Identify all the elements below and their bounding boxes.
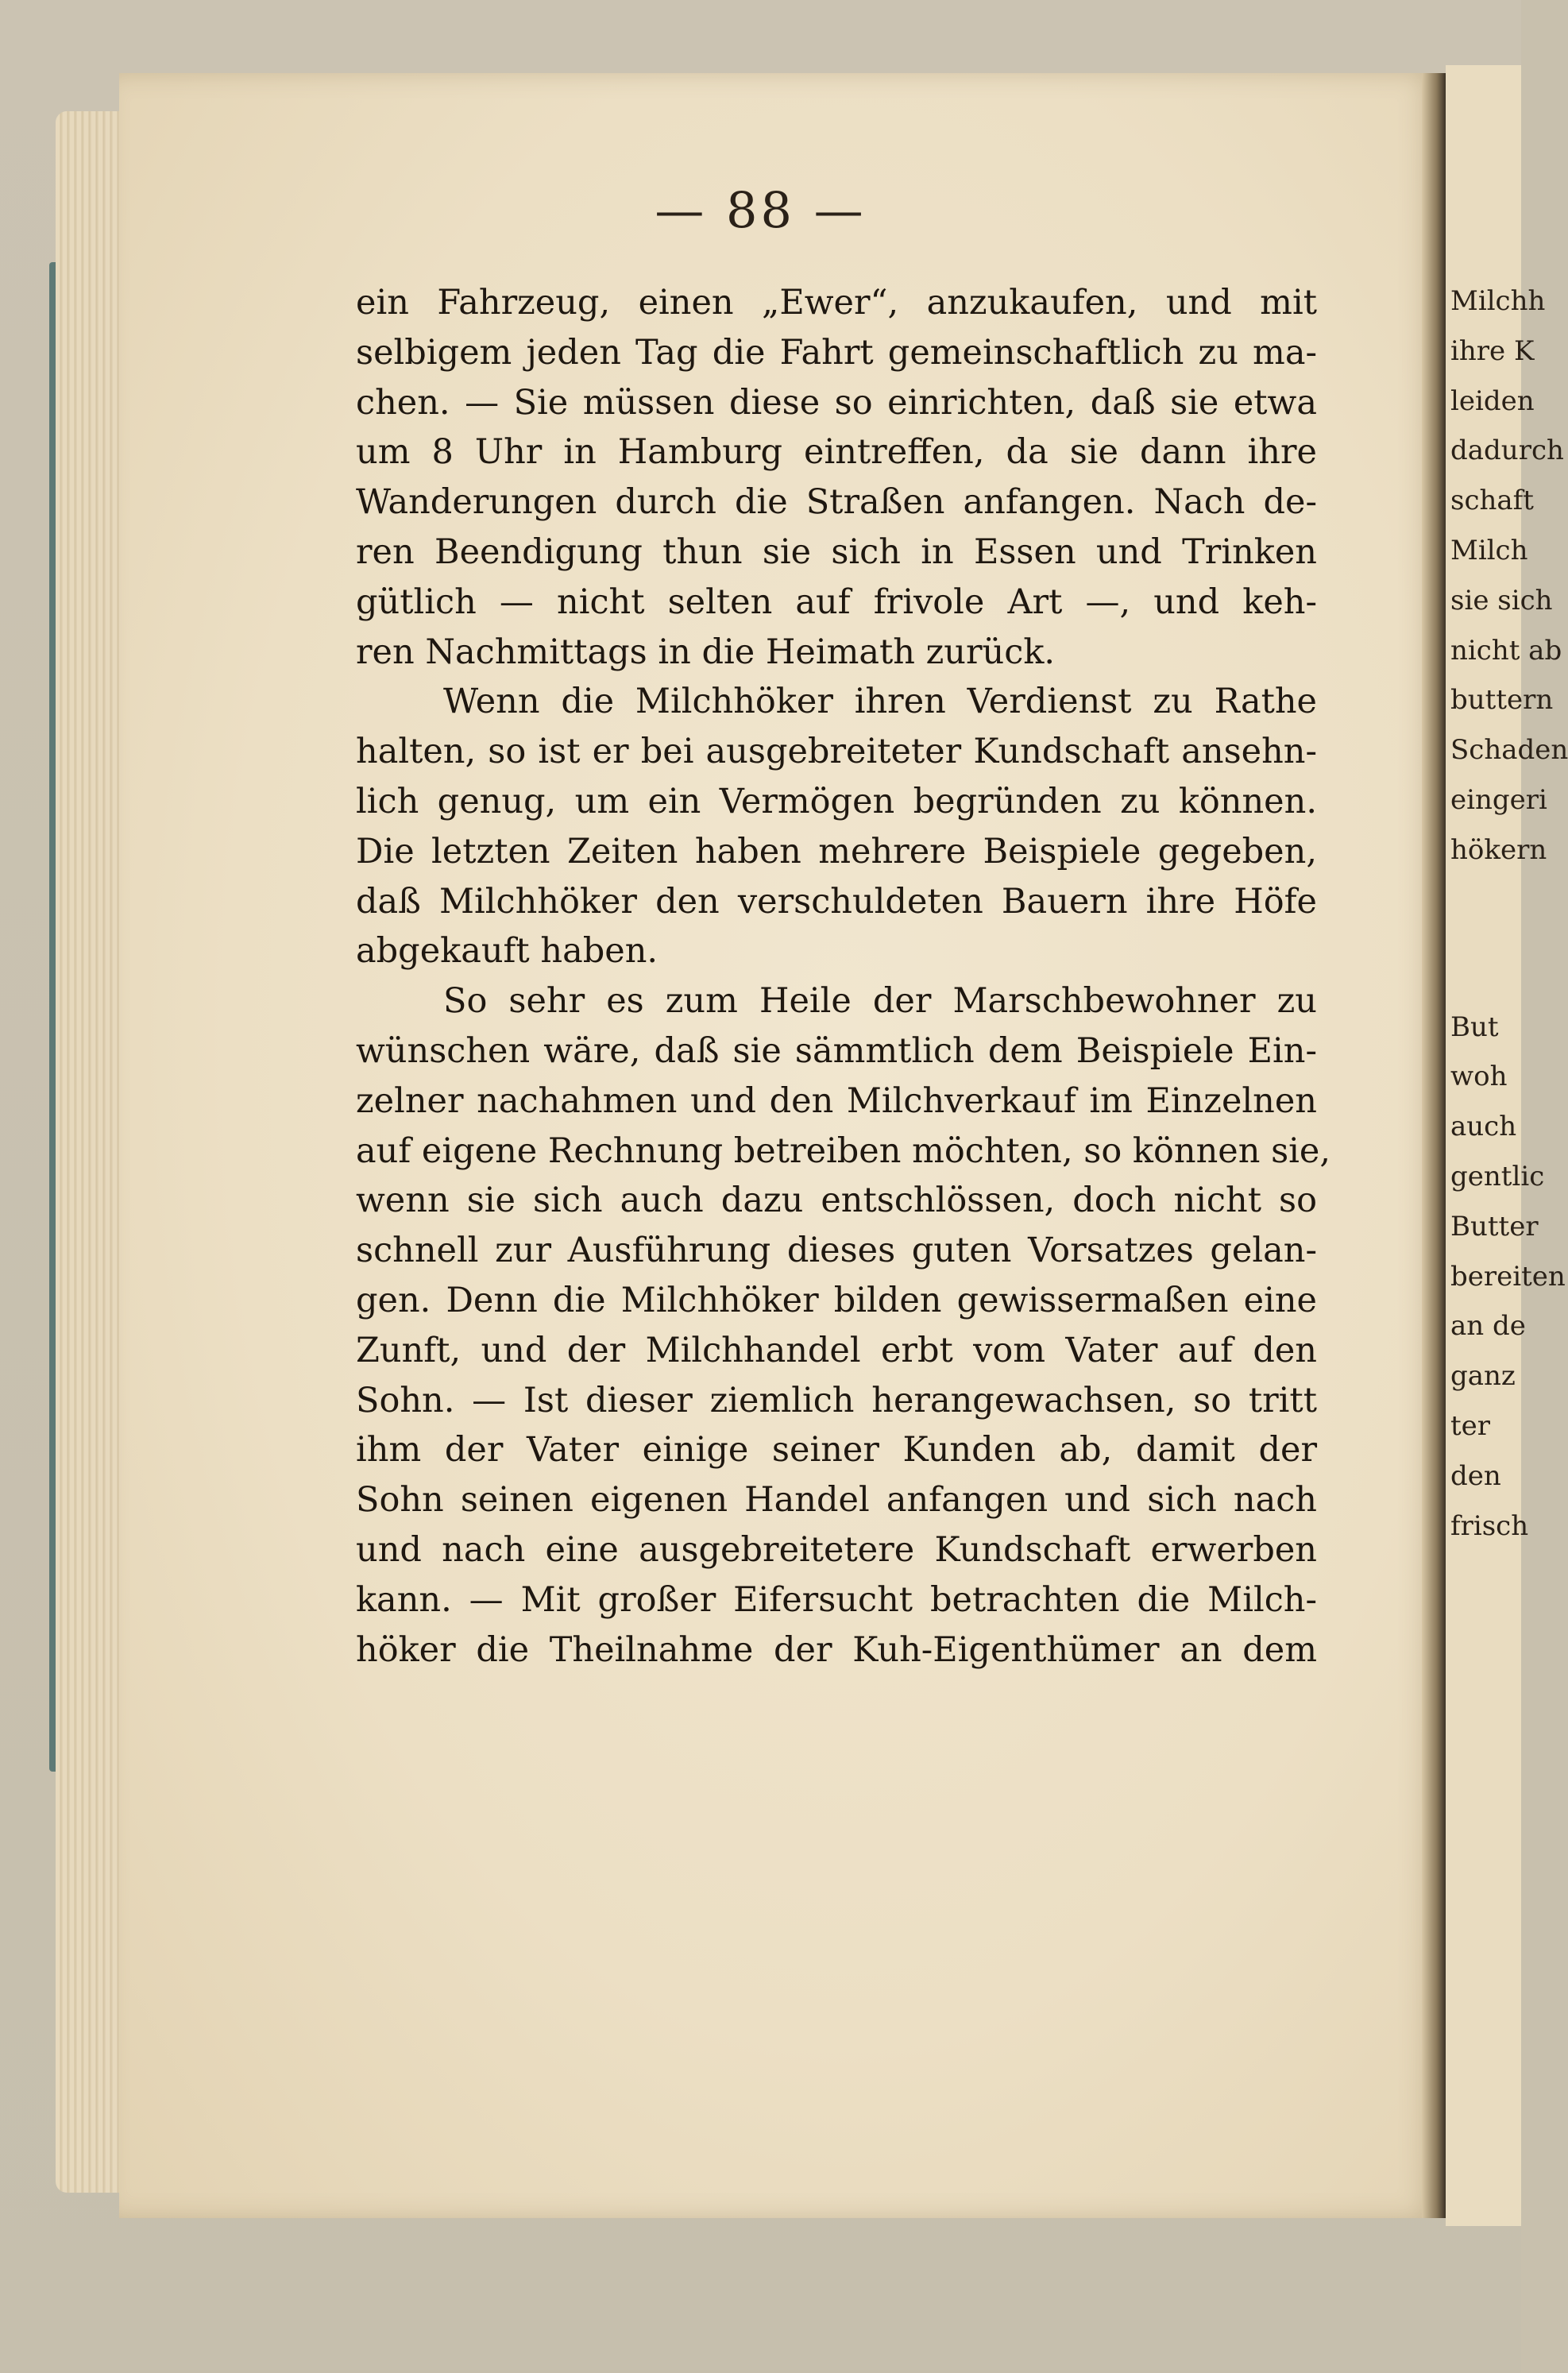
- text-line: daß Milchhöker den verschuldeten Bauern ihre Höfe: [356, 881, 1317, 922]
- text-line: kann. — Mit großer Eifersucht betrachten die Milch-: [356, 1579, 1317, 1620]
- text-line: Wenn die Milchhöker ihren Verdienst zu Rathe: [443, 682, 1317, 722]
- body-text: [356, 278, 1331, 1675]
- fragment-line: nicht ab: [1450, 634, 1562, 667]
- text-line: Wanderungen durch die Straßen anfangen. Nach de-: [356, 482, 1317, 523]
- text-line: auf eigene Rechnung betreiben möchten, so können sie,: [356, 1130, 1331, 1171]
- text-line: schnell zur Ausführung dieses guten Vorsatzes gelan-: [356, 1231, 1317, 1271]
- text-line: höker die Theilnahme der Kuh-Eigenthümer an dem: [356, 1629, 1317, 1670]
- fragment-line: gentlic: [1450, 1160, 1545, 1192]
- fragment-line: hökern: [1450, 833, 1547, 866]
- text-line: Sohn seinen eigenen Handel anfangen und sich nach: [356, 1480, 1317, 1521]
- book-gutter: [1422, 73, 1446, 2218]
- fragment-line: schaft: [1450, 485, 1534, 517]
- fragment-line: an de: [1450, 1310, 1526, 1343]
- fragment-line: Schaden: [1450, 734, 1568, 767]
- fragment-line: buttern: [1450, 684, 1554, 717]
- fragment-line: Butter: [1450, 1210, 1539, 1243]
- text-line: ren Nachmittags in die Heimath zurück.: [356, 632, 1056, 672]
- fragment-line: But: [1450, 1011, 1499, 1043]
- fragment-line: ganz: [1450, 1360, 1516, 1393]
- fragment-line: leiden: [1450, 385, 1535, 417]
- text-line: ren Beendigung thun sie sich in Essen und Trinken: [356, 531, 1317, 572]
- fragment-line: bereiten: [1450, 1260, 1566, 1293]
- fragment-gap: [1450, 875, 1522, 1003]
- fragment-line: ter: [1450, 1409, 1491, 1442]
- text-line: lich genug, um ein Vermögen begründen zu können.: [356, 781, 1317, 821]
- text-line: gütlich — nicht selten auf frivole Art —, und keh-: [356, 582, 1317, 622]
- text-line: Die letzten Zeiten haben mehrere Beispiele gegeben,: [356, 831, 1317, 872]
- fragment-line: sie sich: [1450, 584, 1553, 616]
- text-line: abgekauft haben.: [356, 931, 658, 972]
- fragment-line: auch: [1450, 1111, 1517, 1143]
- text-line: halten, so ist er bei ausgebreiteter Kundschaft ansehn-: [356, 732, 1317, 772]
- text-line: zelner nachahmen und den Milchverkauf im Einzelnen: [356, 1080, 1317, 1121]
- text-line: und nach eine ausgebreitetere Kundschaft erwerben: [356, 1529, 1317, 1570]
- text-line: ein Fahrzeug, einen „Ewer“, anzukaufen, und mit: [356, 283, 1317, 323]
- text-line: selbigem jeden Tag die Fahrt gemeinschaftlich zu ma-: [356, 332, 1317, 373]
- fragment-line: den: [1450, 1459, 1501, 1492]
- text-line: gen. Denn die Milchhöker bilden gewissermaßen eine: [356, 1280, 1317, 1320]
- text-line: Zunft, und der Milchhandel erbt vom Vater auf den: [356, 1330, 1317, 1370]
- fragment-line: dadurch: [1450, 435, 1564, 467]
- page-number: — 88 —: [655, 181, 867, 239]
- text-line: wenn sie sich auch dazu entschlössen, doch nicht so: [356, 1181, 1317, 1221]
- text-line: chen. — Sie müssen diese so einrichten, daß sie etwa: [356, 382, 1317, 423]
- fragment-line: eingeri: [1450, 783, 1547, 816]
- fragment-line: frisch: [1450, 1509, 1529, 1542]
- text-line: So sehr es zum Heile der Marschbewohner zu: [443, 981, 1317, 1022]
- facing-page-fragments: [1450, 276, 1568, 1551]
- text-line: um 8 Uhr in Hamburg eintreffen, da sie dann ihre: [356, 432, 1317, 473]
- text-line: wünschen wäre, daß sie sämmtlich dem Beispiele Ein-: [356, 1030, 1317, 1071]
- text-line: ihm der Vater einige seiner Kunden ab, damit der: [356, 1430, 1317, 1471]
- fragment-line: Milchh: [1450, 285, 1546, 317]
- fragment-line: Milch: [1450, 534, 1528, 566]
- fragment-line: woh: [1450, 1061, 1508, 1093]
- fragment-line: ihre K: [1450, 334, 1535, 367]
- text-line: Sohn. — Ist dieser ziemlich herangewachsen, so tritt: [356, 1380, 1317, 1420]
